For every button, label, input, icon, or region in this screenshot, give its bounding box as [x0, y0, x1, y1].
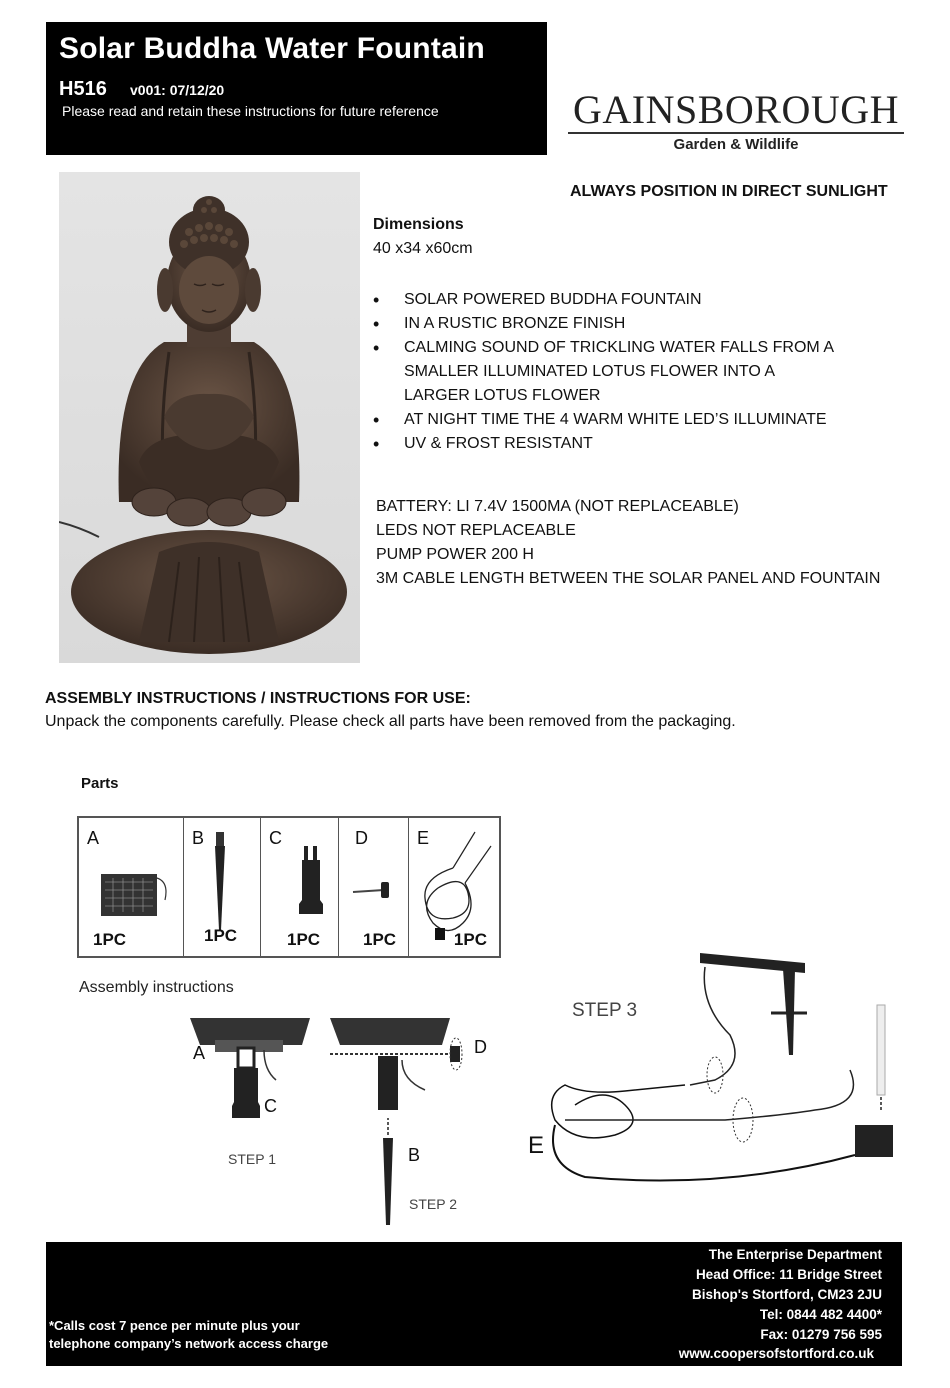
head-office: Head Office: 11 Bridge Street	[695, 1267, 882, 1282]
spec-leds: LEDS NOT REPLACEABLE	[376, 522, 576, 539]
screw-icon	[351, 880, 395, 900]
assembly-steps-1-2-diagram	[180, 1010, 510, 1230]
solar-panel-icon	[99, 870, 171, 920]
spec-cable: 3M CABLE LENGTH BETWEEN THE SOLAR PANEL AND FOUNTAIN	[376, 570, 881, 587]
telephone: Tel: 0844 482 4400*	[759, 1307, 882, 1322]
department: The Enterprise Department	[708, 1247, 882, 1262]
part-b: B 1PC	[184, 818, 261, 956]
contact-details	[679, 1245, 882, 1363]
brand-name: GAINSBOROUGH	[568, 90, 904, 134]
spec-pump: PUMP POWER 200 H	[376, 546, 534, 563]
sunlight-notice: ALWAYS POSITION IN DIRECT SUNLIGHT	[570, 183, 888, 200]
dimensions-value: 40 x34 x60cm	[373, 240, 473, 257]
part-e: E 1PC	[409, 818, 499, 956]
title-banner	[46, 22, 547, 155]
address: Bishop's Stortford, CM23 2JU	[692, 1287, 882, 1302]
parts-table	[77, 816, 501, 958]
part-c: C 1PC	[261, 818, 339, 956]
spec-battery: BATTERY: LI 7.4V 1500MA (NOT REPLACEABLE)	[376, 498, 739, 515]
feature-item: • SOLAR POWERED BUDDHA FOUNTAIN	[373, 288, 893, 312]
diagram-label-b: B	[408, 1145, 421, 1165]
feature-item: • AT NIGHT TIME THE 4 WARM WHITE LED’S ILLUMINATE	[373, 408, 893, 432]
feature-item: • CALMING SOUND OF TRICKLING WATER FALLS FROM A SMALLER ILLUMINATED LOTUS FLOWER INTO A LARGER LOTUS FLOWER	[373, 336, 843, 408]
step-1-label: STEP 1	[228, 1151, 276, 1167]
dimensions-label: Dimensions	[373, 216, 464, 233]
product-photo	[59, 172, 360, 663]
part-d: D 1PC	[339, 818, 409, 956]
buddha-statue-image	[59, 172, 360, 663]
feature-list	[373, 288, 893, 456]
part-a: A 1PC	[79, 818, 184, 956]
brand-logo	[568, 87, 904, 153]
step-3-label: STEP 3	[572, 1000, 638, 1021]
step-2-label: STEP 2	[409, 1196, 457, 1212]
version-date: v001: 07/12/20	[130, 82, 225, 98]
assembly-diagram-label: Assembly instructions	[79, 979, 234, 996]
assembly-heading: ASSEMBLY INSTRUCTIONS / INSTRUCTIONS FOR USE:	[45, 690, 471, 707]
brand-subtitle: Garden & Wildlife	[673, 136, 799, 153]
panel-mount-icon	[296, 846, 326, 916]
feature-item: • IN A RUSTIC BRONZE FINISH	[373, 312, 893, 336]
parts-label: Parts	[81, 775, 119, 792]
website-link[interactable]: www.coopersofstortford.co.uk	[678, 1346, 874, 1361]
spec-list	[376, 495, 880, 591]
assembly-text: Unpack the components carefully. Please check all parts have been removed from the packaging.	[45, 713, 736, 730]
diagram-label-d: D	[474, 1037, 487, 1057]
product-code: H516	[59, 78, 107, 100]
fax: Fax: 01279 756 595	[760, 1327, 882, 1342]
document-title: Solar Buddha Water Fountain	[59, 32, 485, 65]
feature-item: • UV & FROST RESISTANT	[373, 432, 893, 456]
call-cost-disclaimer: *Calls cost 7 pence per minute plus your telephone company’s network access charge	[49, 1318, 329, 1351]
assembly-step-3-diagram	[525, 945, 915, 1195]
diagram-label-a: A	[193, 1043, 206, 1063]
ground-stake-icon	[210, 832, 230, 932]
retain-note: Please read and retain these instructions for future reference	[62, 103, 439, 119]
diagram-label-e: E	[528, 1132, 545, 1159]
footer-banner	[46, 1242, 902, 1366]
diagram-label-c: C	[264, 1096, 277, 1116]
